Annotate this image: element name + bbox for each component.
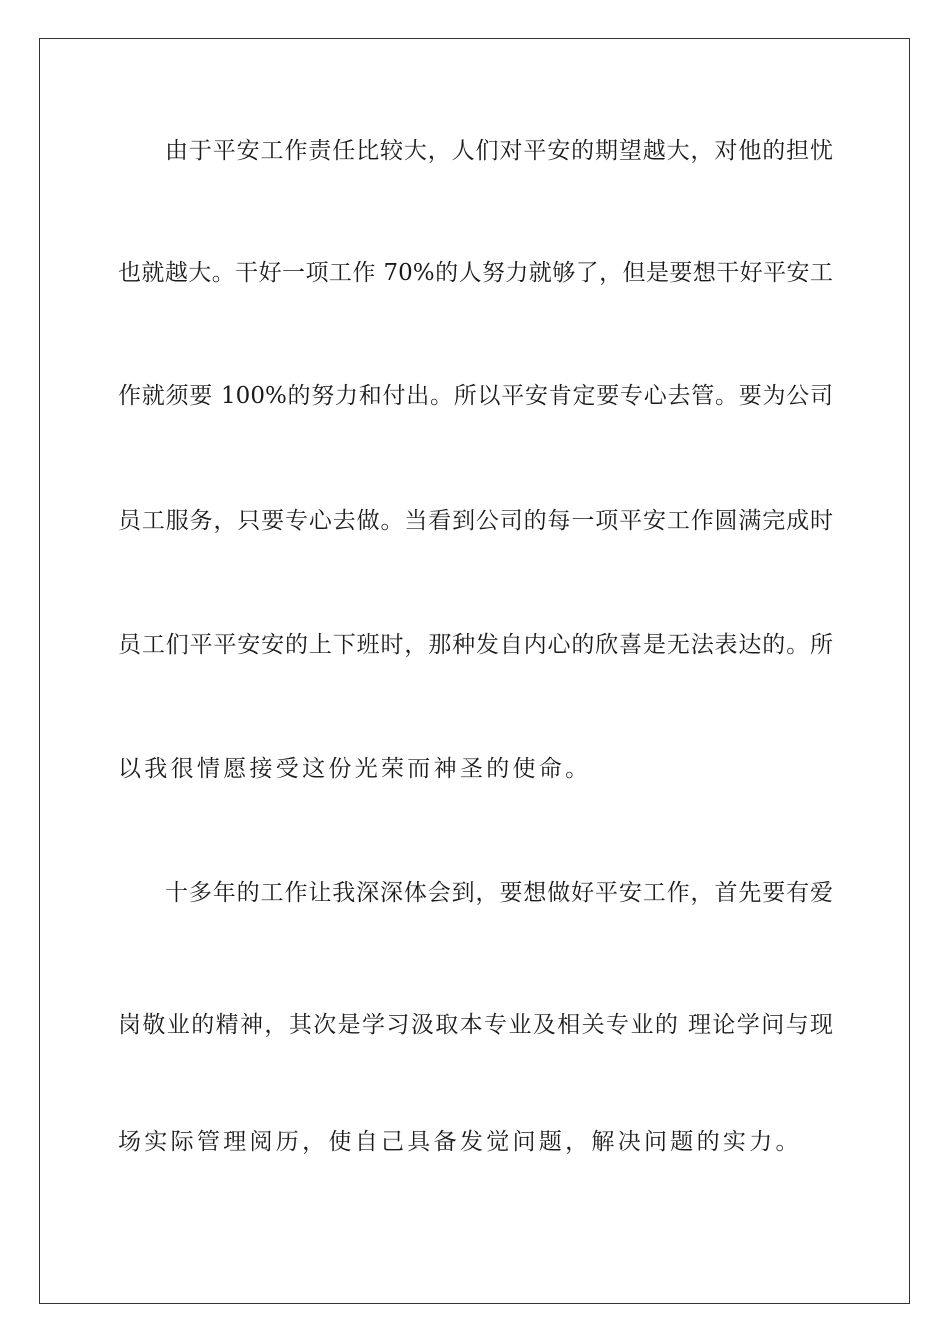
paragraph-1-line-1: 由于平安工作责任比较大，人们对平安的期望越大，对他的担忧 [165,138,833,164]
paragraph-1-line-4: 员工服务，只要专心去做。当看到公司的每一项平安工作圆满完成时 [118,508,833,534]
paragraph-1-line-6: 以我很情愿接受这份光荣而神圣的使命。 [118,756,592,782]
paragraph-2-line-3: 场实际管理阅历，使自己具备发觉问题，解决问题的实力。 [118,1129,802,1155]
page-border [39,38,910,1304]
paragraph-2-line-2: 岗敬业的精神，其次是学习汲取本专业及相关专业的 理论学问与现 [118,1012,833,1038]
paragraph-1-line-5: 员工们平平安安的上下班时，那种发自内心的欣喜是无法表达的。所 [118,632,833,658]
paragraph-2-line-1: 十多年的工作让我深深体会到，要想做好平安工作，首先要有爱 [165,880,833,906]
paragraph-1-line-3: 作就须要 100%的努力和付出。所以平安肯定要专心去管。要为公司 [118,383,833,409]
paragraph-1-line-2: 也就越大。干好一项工作 70%的人努力就够了，但是要想干好平安工 [118,260,833,286]
